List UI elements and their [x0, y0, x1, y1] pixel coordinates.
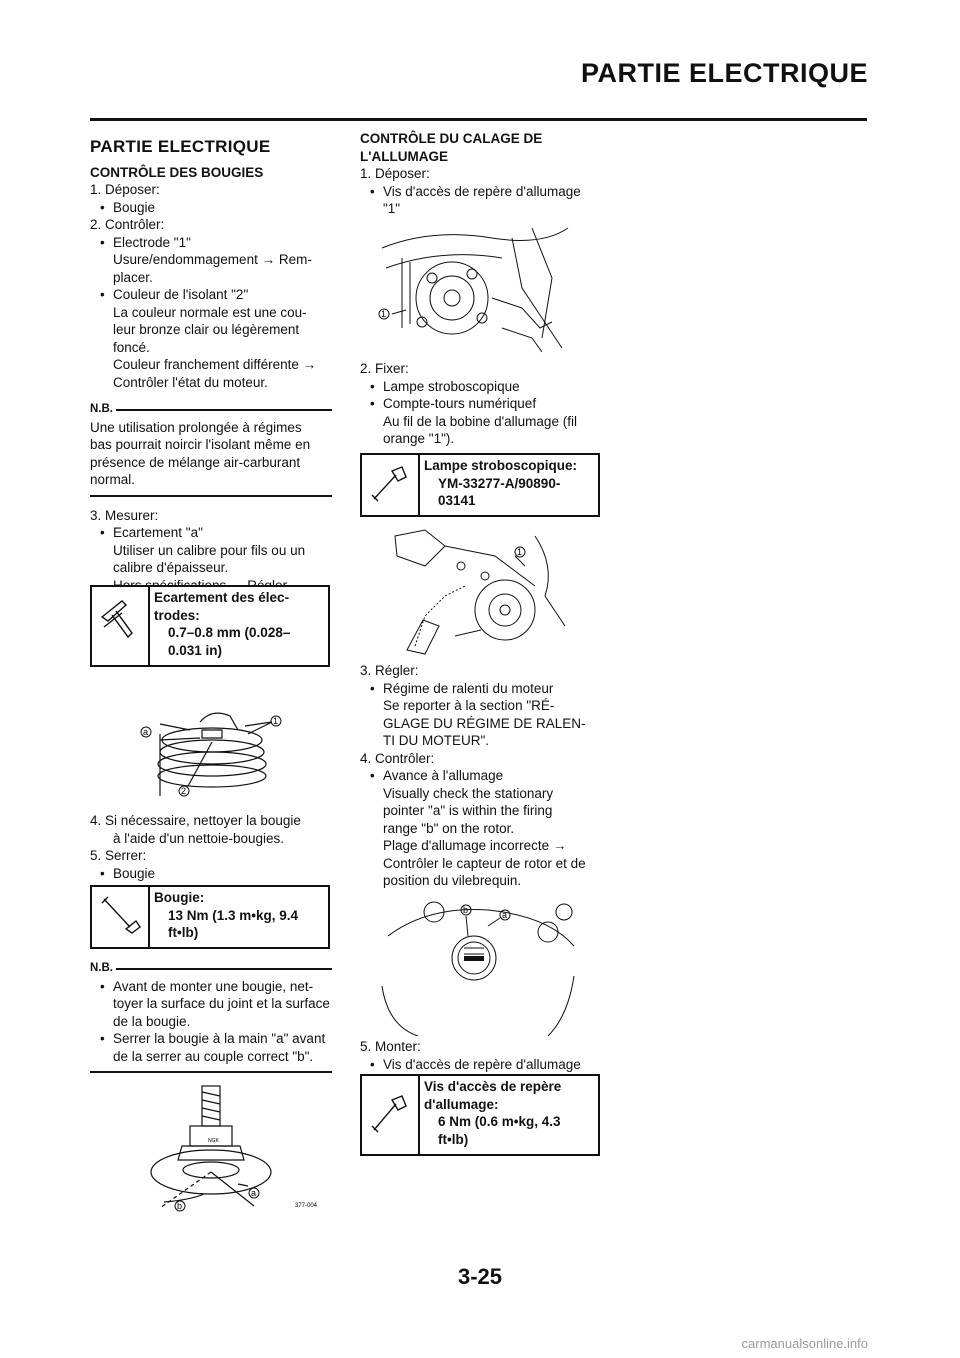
engine-timing-bolt-figure [372, 218, 572, 358]
spec-text [424, 1078, 561, 1148]
spec-label: Lampe stroboscopique: [424, 458, 578, 473]
fig-label-a: a [251, 1188, 257, 1198]
note-label-text: N.B. [90, 403, 113, 415]
spec-box-timing-bolt-torque [360, 1074, 600, 1156]
spec-text [154, 889, 298, 942]
text-line: Contrôler l'état du moteur. [113, 374, 268, 390]
note-end-rule [90, 495, 332, 497]
fig-label-1: 1 [517, 547, 523, 557]
step-line: 1. Déposer: [360, 166, 430, 181]
fig-label-a: a [502, 910, 508, 920]
fig-label-1: 1 [273, 716, 279, 726]
figure-ref-code: 377-004 [295, 1203, 318, 1209]
bullet-line: • Vis d'accès de repère d'allumage [360, 183, 602, 201]
spec-label: Vis d'accès de repère [424, 1079, 562, 1094]
text-line: pointer "a" is within the firing [383, 803, 553, 818]
timing-light-figure [385, 526, 575, 656]
rotor-timing-marks-figure [378, 896, 578, 1036]
text-line: Se reporter à la section "RÉ- [383, 698, 555, 713]
note-line: • Avant de monter une bougie, net- [90, 978, 332, 996]
text-line: foncé. [113, 339, 150, 355]
text-line: orange "1"). [383, 431, 455, 446]
middle-column-part4 [360, 1038, 610, 1073]
spec-value: ft•lb) [168, 925, 199, 940]
torque-wrench-icon [362, 1076, 420, 1154]
text-line: Contrôler le capteur de rotor et de [383, 855, 586, 871]
left-column-part2 [90, 812, 332, 882]
note-end-rule [90, 1071, 332, 1073]
step-line: 5. Monter: [360, 1039, 421, 1054]
section-title: PARTIE ELECTRIQUE [90, 137, 271, 156]
subsection-title-timing-2: L'ALLUMAGE [360, 148, 448, 164]
spec-value: 0.7–0.8 mm (0.028– [168, 625, 291, 640]
feeler-gauge-icon [92, 587, 150, 665]
spec-box-timing-light [360, 453, 600, 517]
step-line: 3. Régler: [360, 663, 419, 678]
rotor-mark [464, 956, 484, 961]
spec-box-electrode-gap [90, 585, 330, 667]
fig-label-a: a [143, 727, 149, 737]
service-tool-icon [362, 455, 420, 515]
spec-value: YM-33277-A/90890- [438, 475, 561, 491]
text-line: GLAGE DU RÉGIME DE RALEN- [383, 715, 586, 731]
page-number: 3-25 [457, 1264, 503, 1289]
text-line: range "b" on the rotor. [383, 820, 515, 836]
text-line: TI DU MOTEUR". [383, 733, 490, 748]
bullet-line: • Vis d'accès de repère d'allumage [360, 1056, 610, 1074]
note-line: de la bougie. [113, 1013, 191, 1029]
spec-box-spark-plug-torque [90, 885, 330, 949]
note-block-1 [90, 401, 332, 497]
text-line: placer. [113, 269, 153, 285]
header-rule [90, 118, 867, 121]
note-label [90, 401, 332, 419]
step-line: 4. Contrôler: [360, 750, 435, 766]
spec-label: Ecartement des élec- [154, 590, 290, 605]
spec-value: 03141 [438, 493, 476, 508]
spec-value: 13 Nm (1.3 m•kg, 9.4 [168, 907, 299, 923]
step-line: 5. Serrer: [90, 848, 147, 863]
note-line: de la serrer au couple correct "b". [113, 1048, 314, 1064]
step-line: 1. Déposer: [90, 182, 160, 197]
page-header-title: PARTIE ELECTRIQUE [580, 58, 868, 88]
left-column [90, 134, 332, 594]
note-label-text: N.B. [90, 962, 113, 974]
bullet-line: • Ecartement "a" [90, 524, 332, 542]
note-block-2 [90, 960, 332, 1073]
subsection-title-bougies: CONTRÔLE DES BOUGIES [90, 164, 264, 180]
fig-label-b: b [177, 1201, 183, 1211]
note-line: bas pourrait noircir l'isolant même en [90, 437, 311, 452]
bullet-line: • Bougie [90, 199, 332, 217]
step-line: 2. Contrôler: [90, 217, 165, 232]
fig-label-b: b [463, 905, 469, 915]
spark-plug-gap-figure [130, 700, 290, 800]
spec-label: trodes: [154, 607, 200, 623]
text-line: Au fil de la bobine d'allumage (fil [383, 413, 577, 429]
subsection-title-timing: CONTRÔLE DU CALAGE DE [360, 131, 543, 146]
fig-label-2: 2 [181, 786, 187, 796]
note-label [90, 960, 332, 978]
torque-wrench-icon [92, 887, 150, 947]
plug-mark: NGK [208, 1138, 219, 1144]
bullet-line: • Avance à l'allumage [360, 767, 610, 785]
spec-value: 0.031 in) [168, 642, 223, 658]
spec-value: 6 Nm (0.6 m•kg, 4.3 [438, 1114, 561, 1129]
step-line: 4. Si nécessaire, nettoyer la bougie [90, 813, 301, 828]
text-line: calibre d'épaisseur. [113, 560, 229, 575]
spec-label: Bougie: [154, 890, 205, 905]
spec-text [424, 457, 577, 510]
fig-label-1: 1 [381, 309, 387, 319]
watermark: carmanualsonline.info [741, 1336, 868, 1351]
spec-text [154, 589, 290, 659]
note-line: Une utilisation prolongée à régimes [90, 419, 302, 435]
text-line: Utiliser un calibre pour fils ou un [113, 542, 306, 558]
text-line: "1" [383, 201, 401, 216]
step-line: 2. Fixer: [360, 361, 409, 376]
note-line: toyer la surface du joint et la surface [113, 996, 330, 1011]
bullet-line: • Electrode "1" [90, 234, 332, 252]
spec-label: d'allumage: [424, 1096, 499, 1112]
text-line: Plage d'allumage incorrecte → [383, 838, 567, 853]
middle-column-part3 [360, 662, 610, 890]
left-note-2 [90, 960, 332, 1073]
text-line: Couleur franchement différente → [113, 357, 317, 372]
text-line: position du vilebrequin. [383, 873, 522, 888]
note-line: présence de mélange air-carburant [90, 454, 301, 470]
step-line: 3. Mesurer: [90, 507, 159, 523]
note-line: normal. [90, 472, 136, 487]
spark-plug-tightening-figure [150, 1080, 330, 1220]
bullet-line: • Bougie [90, 865, 332, 883]
text-line: La couleur normale est une cou- [113, 304, 307, 320]
spec-value: ft•lb) [438, 1131, 469, 1147]
text-line: leur bronze clair ou légèrement [113, 322, 300, 337]
text-line: Usure/endommagement → Rem- [113, 252, 312, 267]
bullet-line: • Lampe stroboscopique [360, 378, 602, 396]
text-line: Visually check the stationary [383, 785, 554, 801]
bullet-line: • Compte-tours numériquef [360, 395, 602, 413]
middle-column [360, 130, 602, 218]
note-line: • Serrer la bougie à la main "a" avant [90, 1030, 332, 1048]
middle-column-part2 [360, 360, 602, 448]
text-line: à l'aide d'un nettoie-bougies. [113, 830, 285, 846]
bullet-line: • Régime de ralenti du moteur [360, 680, 610, 698]
bullet-line: • Couleur de l'isolant "2" [90, 286, 332, 304]
